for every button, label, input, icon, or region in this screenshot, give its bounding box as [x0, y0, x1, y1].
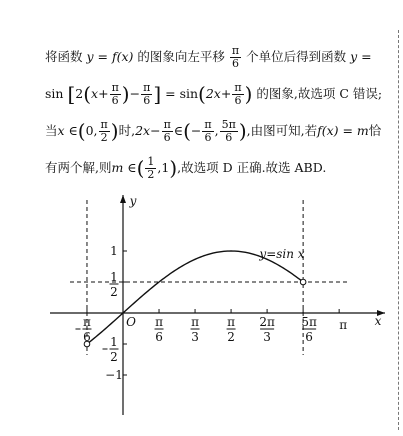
y-axis-label: y: [129, 194, 137, 208]
y-tick-label-3: −1: [105, 368, 123, 382]
x-axis-label: x: [374, 314, 382, 328]
y-tick-label-1-den: 2: [110, 285, 118, 299]
t2e: = sin: [165, 86, 199, 101]
x-tick-label-5-num: 2π: [259, 315, 275, 329]
x-tick-label-2-den: 6: [155, 330, 163, 344]
endpoint-1: [300, 279, 306, 285]
t2g: 的图象,故选项 C 错误;: [256, 86, 383, 101]
t1e: y =: [350, 49, 372, 64]
y-tick-label-0: 1: [110, 244, 118, 258]
x-tick-label-3-num: π: [191, 315, 199, 329]
x-tick-label-2-num: π: [155, 315, 163, 329]
function-label: y=sin x: [259, 247, 305, 261]
t1d: 个单位后得到函数: [246, 49, 347, 64]
t1a: 将函数: [45, 49, 83, 64]
x-tick-label-6-den: 6: [305, 330, 313, 344]
x-tick-label-6-num: 5π: [301, 315, 317, 329]
frac-pi-6: $\frac{\pi}{6}$: [231, 44, 240, 70]
t1c: 的图象向左平移: [137, 49, 225, 64]
x-tick-label-0-den: 6: [83, 330, 91, 344]
y-tick-label-2-num: 1: [110, 335, 118, 349]
x-tick-label-0-num: π: [83, 315, 91, 329]
origin-label: O: [126, 315, 136, 329]
x-tick-label-5-den: 3: [263, 330, 271, 344]
text-line-3: 当x ∈(0, $\frac{\pi}{2}$ )时,2x− $\frac{\pi}{6}$ ∈(− $\frac{\pi}{6}$ , $\frac{5\pi}{6}$ ),由图可知,若f(x) = m恰: [45, 118, 382, 144]
x-tick-label-3-den: 3: [191, 330, 199, 344]
text-line-2: sin [2(x+ $\frac{\pi}{6}$ )− $\frac{\pi}{6}$ ] = sin(2x+ $\frac{\pi}{6}$ ) 的图象,故选项 C 错误;: [45, 81, 383, 107]
t2a: sin: [45, 86, 64, 101]
y-tick-label-2-den: 2: [110, 350, 118, 364]
y-tick-label-1-num: 1: [110, 270, 118, 284]
y-axis-arrow: [120, 195, 126, 203]
x-tick-label-4-num: π: [227, 315, 236, 329]
x-tick-label-4-den: 2: [227, 330, 235, 344]
text-line-4: 有两个解,则m ∈( $\frac{1}{2}$ ,1),故选项 D 正确.故选 ABD.: [45, 155, 327, 181]
t1b: y = f(x): [86, 49, 134, 64]
x-tick-label-7: π: [339, 318, 348, 332]
